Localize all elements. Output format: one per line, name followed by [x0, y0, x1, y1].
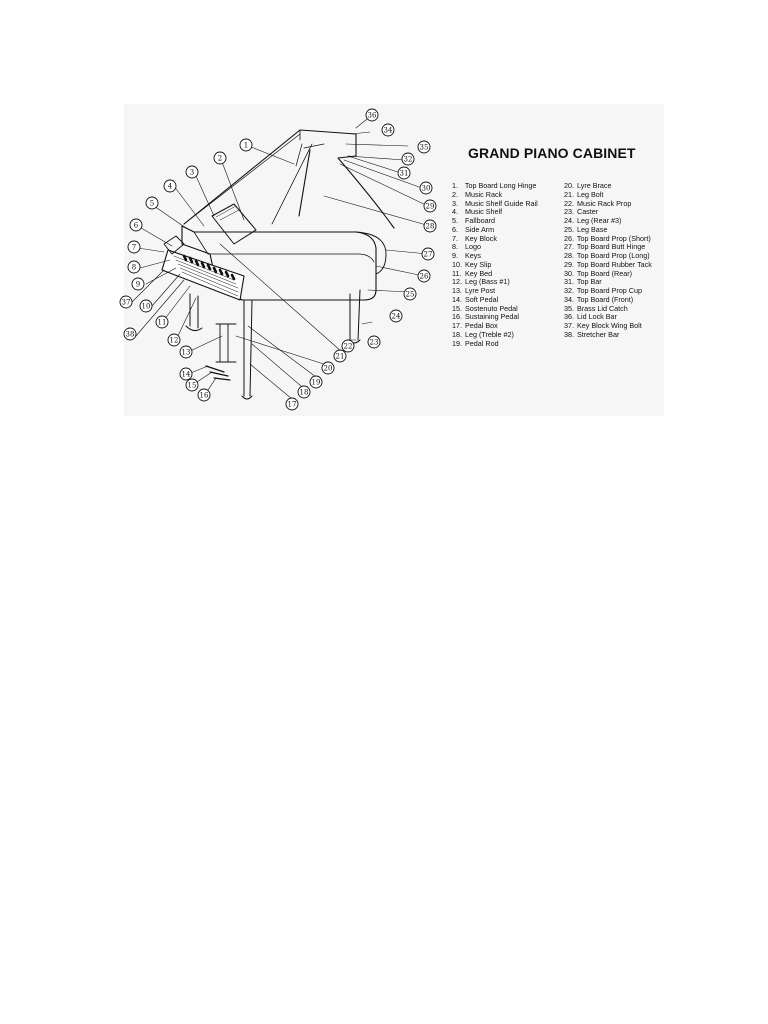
callout-label: 4 — [167, 182, 173, 191]
legend-item-name: Lyre Post — [463, 286, 496, 295]
callout-22 — [342, 340, 354, 352]
legend-item-number: 31. — [564, 277, 574, 287]
pedals — [206, 366, 230, 380]
legend-item-name: Stretcher Bar — [575, 329, 620, 339]
legend-item-number: 23. — [564, 207, 574, 217]
callout-label: 34 — [383, 126, 393, 135]
legend-item-name: Top Board Butt Hinge — [575, 242, 646, 252]
side-arm — [164, 236, 184, 254]
callout-label: 36 — [367, 111, 377, 120]
callout-label: 5 — [149, 199, 155, 208]
callout-label: 24 — [391, 312, 401, 321]
callout-27 — [422, 248, 434, 260]
callout-label: 10 — [141, 302, 151, 311]
legend-item-name: Caster — [575, 207, 599, 217]
callout-label: 32 — [403, 155, 413, 164]
legend-item-number: 14. — [452, 294, 462, 304]
callout-label: 19 — [311, 378, 321, 387]
legend-item-number: 8. — [452, 242, 458, 252]
callout-26 — [418, 270, 430, 282]
legend-item-name: Music Shelf Guide Rail — [463, 198, 538, 208]
callout-13 — [180, 346, 192, 358]
callout-9 — [132, 278, 144, 290]
callout-3 — [186, 166, 198, 178]
legend-item-number: 1. — [452, 181, 458, 190]
callout-21 — [334, 350, 346, 362]
legend-item-name: Key Bed — [463, 268, 493, 278]
callout-label: 30 — [421, 184, 431, 193]
legend-item-name: Keys — [463, 251, 481, 260]
callout-8 — [128, 261, 140, 273]
legend-item-number: 26. — [564, 233, 574, 243]
legend-column-right — [564, 182, 652, 340]
legend-item-name: Top Board Prop Cup — [575, 286, 642, 295]
callout-2 — [214, 152, 226, 164]
legend-item-name: Lid Lock Bar — [575, 312, 617, 322]
callout-5 — [146, 197, 158, 209]
legend-item-name: Brass Lid Catch — [575, 303, 628, 313]
legend-item-name: Leg (Rear #3) — [575, 216, 622, 225]
legend-item-number: 36. — [564, 312, 574, 322]
callout-label: 7 — [131, 243, 137, 252]
callout-35 — [418, 141, 430, 153]
diagram-title: GRAND PIANO CABINET — [468, 145, 636, 161]
callout-label: 13 — [181, 348, 191, 357]
legend-item-name: Key Slip — [463, 259, 492, 269]
legend-item-number: 20. — [564, 181, 574, 190]
legend-column-left — [452, 182, 538, 348]
callout-label: 29 — [425, 202, 435, 211]
legend-item-name: Side Arm — [463, 224, 495, 234]
legend-item-number: 3. — [452, 198, 458, 208]
callout-32 — [402, 153, 414, 165]
legend-item-name: Lyre Brace — [575, 181, 612, 190]
legend-item-number: 19. — [452, 338, 462, 348]
callout-label: 18 — [299, 388, 309, 397]
legend-item-name: Pedal Rod — [463, 338, 499, 348]
callout-17 — [286, 398, 298, 410]
legend-item-name: Leg (Treble #2) — [463, 329, 514, 339]
legend-item-name: Key Block — [463, 233, 497, 243]
legend-item-name: Leg Base — [575, 224, 608, 234]
legend-item-number: 2. — [452, 189, 458, 199]
callout-34 — [382, 124, 394, 136]
callout-37 — [120, 296, 132, 308]
top-board-prop — [299, 150, 310, 216]
legend-item-number: 18. — [452, 329, 462, 339]
legend-item-name: Pedal Box — [463, 321, 498, 330]
callout-label: 22 — [343, 342, 353, 351]
callout-label: 16 — [199, 391, 209, 400]
legend-item-number: 9. — [452, 251, 458, 260]
callout-31 — [398, 167, 410, 179]
legend-item-name: Top Board Prop (Long) — [575, 251, 650, 260]
callout-6 — [130, 219, 142, 231]
callout-30 — [420, 182, 432, 194]
callout-label: 8 — [131, 263, 137, 272]
callout-29 — [424, 200, 436, 212]
callout-7 — [128, 241, 140, 253]
legend-item-name: Top Board Long Hinge — [463, 181, 537, 190]
callout-label: 20 — [323, 364, 333, 373]
callout-label: 23 — [369, 338, 379, 347]
callout-15 — [186, 379, 198, 391]
callout-28 — [424, 220, 436, 232]
legend-item-number: 37. — [564, 321, 574, 330]
legend-item-name: Top Board (Rear) — [575, 268, 632, 278]
callout-label: 35 — [419, 143, 429, 152]
callout-24 — [390, 310, 402, 322]
legend-item-number: 7. — [452, 233, 458, 243]
callout-10 — [140, 300, 152, 312]
legend-item-name: Music Shelf — [463, 207, 503, 217]
callout-19 — [310, 376, 322, 388]
callout-label: 31 — [399, 169, 409, 178]
callout-label: 9 — [135, 280, 141, 289]
callout-36 — [366, 109, 378, 121]
legend-item-number: 32. — [564, 286, 574, 295]
callout-18 — [298, 386, 310, 398]
callout-label: 1 — [243, 141, 249, 150]
legend-item-name: Logo — [463, 242, 481, 252]
legend-item-number: 5. — [452, 216, 458, 225]
callout-23 — [368, 336, 380, 348]
callout-label: 21 — [335, 352, 345, 361]
legend-item-name: Top Board (Front) — [575, 294, 634, 304]
leg-bass — [190, 294, 198, 328]
legend-item-name: Leg Bolt — [575, 189, 604, 199]
legend-item-name: Top Board Prop (Short) — [575, 233, 651, 243]
legend-item-number: 10. — [452, 259, 462, 269]
piano-diagram-figure — [121, 104, 664, 416]
legend-item-number: 28. — [564, 251, 574, 260]
callout-label: 15 — [187, 381, 197, 390]
legend-item-name: Soft Pedal — [463, 294, 499, 304]
legend-item-number: 30. — [564, 268, 574, 278]
legend-item-number: 12. — [452, 277, 462, 287]
callout-label: 27 — [423, 250, 433, 259]
legend-item-name: Leg (Bass #1) — [463, 277, 510, 287]
legend-item-number: 13. — [452, 286, 462, 295]
callout-20 — [322, 362, 334, 374]
callout-label: 28 — [425, 222, 435, 231]
legend-item-number: 22. — [564, 198, 574, 208]
callout-label: 3 — [189, 168, 195, 177]
legend-item-number: 25. — [564, 224, 574, 234]
legend-item-number: 34. — [564, 294, 574, 304]
callout-25 — [404, 288, 416, 300]
legend-item-number: 4. — [452, 207, 458, 217]
callout-label: 25 — [405, 290, 415, 299]
callout-11 — [156, 316, 168, 328]
callout-label: 14 — [181, 370, 191, 379]
legend-item-number: 16. — [452, 312, 462, 322]
legend-item-number: 21. — [564, 189, 574, 199]
legend-item-name: Top Board Rubber Tack — [575, 259, 652, 269]
legend-item-number: 24. — [564, 216, 574, 225]
legend-item-name: Music Rack — [463, 189, 503, 199]
legend-item-number: 35. — [564, 303, 574, 313]
callout-label: 2 — [217, 154, 223, 163]
legend-item-number: 11. — [452, 268, 462, 278]
lyre — [216, 324, 236, 362]
callout-4 — [164, 180, 176, 192]
legend-item-number: 27. — [564, 242, 574, 252]
callout-label: 6 — [133, 221, 139, 230]
callout-16 — [198, 389, 210, 401]
legend-item-number: 15. — [452, 303, 462, 313]
leg-treble — [244, 300, 252, 396]
callout-label: 11 — [157, 318, 167, 327]
legend-item-name: Key Block Wing Bolt — [575, 321, 642, 330]
callout-label: 37 — [121, 298, 131, 307]
callout-label: 17 — [287, 400, 297, 409]
callout-1 — [240, 139, 252, 151]
legend-item-number: 6. — [452, 224, 458, 234]
legend-item — [452, 340, 538, 349]
legend-item — [564, 331, 652, 340]
legend-item-number: 29. — [564, 259, 574, 269]
legend-item-name: Sostenuto Pedal — [463, 303, 518, 313]
callout-14 — [180, 368, 192, 380]
music-rack — [212, 204, 256, 244]
leg-rear — [350, 290, 360, 340]
callout-12 — [168, 334, 180, 346]
legend-item-name: Music Rack Prop — [575, 198, 632, 208]
callout-label: 12 — [169, 336, 179, 345]
legend-item-name: Top Bar — [575, 277, 602, 287]
legend-item-name: Sustaining Pedal — [463, 312, 519, 322]
callout-label: 26 — [419, 272, 429, 281]
legend-item-number: 38. — [564, 329, 574, 339]
legend-item-number: 17. — [452, 321, 462, 330]
legend-item-name: Fallboard — [463, 216, 495, 225]
callout-label: 38 — [125, 330, 135, 339]
callout-38 — [124, 328, 136, 340]
